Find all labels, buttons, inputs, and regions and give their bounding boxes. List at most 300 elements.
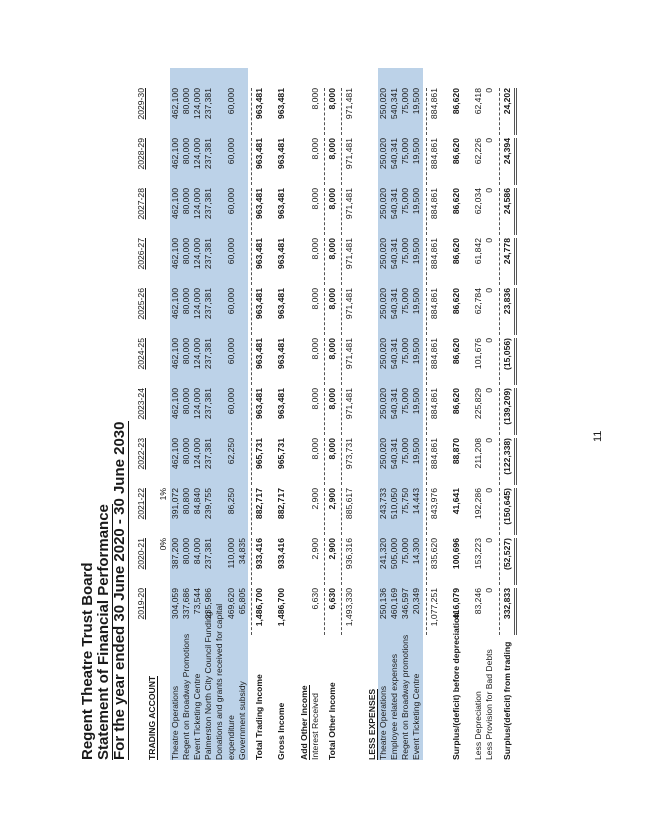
table-row [400, 68, 411, 760]
table-cell: 540,341 [388, 138, 399, 170]
table-cell: 80,000 [180, 88, 191, 115]
table-cell: 124,000 [191, 438, 202, 470]
table-cell: (122,338) [501, 438, 512, 475]
table-cell: 540,341 [388, 438, 399, 470]
table-cell: 75,000 [400, 238, 411, 265]
table-cell: 80,000 [180, 238, 191, 265]
table-cell: 346,597 [400, 588, 411, 620]
table-cell: 884,861 [428, 438, 439, 470]
table-cell: 8,000 [309, 288, 320, 310]
table-cell: 8,000 [327, 138, 337, 160]
table-cell: 80,000 [180, 538, 191, 565]
table-cell: 19,500 [411, 388, 422, 415]
rule-line [514, 538, 517, 585]
column-header: 2022-23 [136, 438, 146, 470]
table-cell: 239,755 [203, 488, 214, 520]
rule-line [324, 338, 325, 385]
table-cell: 24,778 [501, 238, 512, 265]
table-cell: 882,717 [253, 488, 264, 520]
rule-line [251, 538, 252, 585]
table-cell: 0 [484, 488, 495, 493]
table-cell: 963,481 [253, 238, 264, 270]
rule-line [426, 138, 427, 185]
rule-line [514, 188, 517, 235]
row-label [310, 693, 321, 760]
rule-line [251, 288, 252, 335]
table-cell: 510,050 [388, 488, 399, 520]
row-label-text: Add Other Income [298, 685, 309, 760]
table-row [502, 68, 513, 760]
rule-line [324, 288, 325, 335]
table-cell: 387,200 [169, 538, 180, 570]
rule-line [499, 88, 500, 135]
table-cell: 86,620 [450, 338, 461, 365]
rule-line [324, 538, 325, 585]
table-cell: 8,000 [327, 188, 337, 210]
table-cell: 884,861 [428, 388, 439, 420]
table-cell: 34,835 [236, 538, 247, 565]
rule-line [514, 138, 517, 185]
row-label [473, 691, 484, 760]
table-cell: 237,381 [203, 238, 214, 270]
table-cell: 8,000 [309, 88, 320, 110]
table-cell: 8,000 [309, 338, 320, 360]
table-cell: 8,000 [309, 138, 320, 160]
row-label-text: Surplus/(deficit) before depreciation [450, 612, 461, 760]
row-label [276, 703, 287, 760]
rule-line [426, 488, 427, 535]
table-cell: 75,000 [400, 88, 411, 115]
table-cell: 20,349 [411, 588, 422, 615]
table-cell: 24,586 [501, 188, 512, 215]
rule-line [251, 338, 252, 385]
table-cell: 19,500 [411, 238, 422, 265]
rule-line [426, 338, 427, 385]
row-label-text: expenditure [225, 715, 236, 760]
row-label-text: Theatre Operations [169, 685, 180, 760]
table-cell: 84,000 [191, 538, 202, 565]
rule-line [341, 588, 342, 635]
table-cell: (150,645) [501, 488, 512, 525]
rule-line [514, 588, 517, 635]
rule-line [514, 438, 517, 485]
table-cell: 250,020 [377, 438, 388, 470]
table-cell: 250,020 [377, 238, 388, 270]
table-cell: 65,805 [236, 588, 247, 615]
rule-line [341, 538, 342, 585]
rule-line [341, 88, 342, 135]
table-cell: 884,861 [428, 288, 439, 320]
table-cell: 75,750 [400, 488, 411, 515]
table-cell: 963,481 [276, 88, 287, 120]
rule-line [514, 238, 517, 285]
table-cell: 80,000 [180, 388, 191, 415]
rule-line [324, 388, 325, 435]
table-cell: 971,481 [344, 338, 355, 370]
table-cell: 971,481 [344, 88, 355, 120]
table-cell: 462,100 [169, 188, 180, 220]
table-cell: (52,527) [501, 538, 512, 571]
rule-line [251, 188, 252, 235]
table-cell: 110,000 [225, 538, 236, 569]
rule-line [514, 488, 517, 535]
table-cell: 80,000 [180, 188, 191, 215]
rule-line [251, 238, 252, 285]
rule-line [341, 138, 342, 185]
table-cell: 100,696 [450, 538, 461, 570]
table-cell: 250,020 [377, 188, 388, 220]
row-label-text: Palmerston North City Council Funding [203, 611, 214, 760]
table-cell: 8,000 [309, 188, 320, 210]
table-cell: 884,861 [428, 188, 439, 220]
table-cell: 19,500 [411, 438, 422, 465]
table-cell: 80,000 [180, 438, 191, 465]
table-cell: 337,686 [180, 588, 191, 620]
table-cell: 124,000 [191, 138, 202, 170]
rule-line [514, 88, 517, 135]
table-cell: 971,481 [344, 138, 355, 170]
column-header-row [136, 68, 147, 760]
table-cell: 86,620 [450, 388, 461, 415]
table-cell: 41,641 [450, 488, 461, 515]
column-header: 2019-20 [136, 588, 146, 620]
table-cell: 62,034 [473, 188, 484, 215]
table-cell: 460,169 [388, 588, 399, 620]
table-cell: 250,020 [377, 288, 388, 320]
row-label-text: Gross Income [276, 702, 287, 760]
table-row [411, 68, 422, 760]
table-cell: 75,000 [400, 338, 411, 365]
table-cell: 462,100 [169, 338, 180, 370]
table-cell: 0% [158, 538, 169, 551]
table-cell: 86,620 [450, 88, 461, 115]
table-cell: 971,481 [344, 388, 355, 420]
table-cell: 963,481 [253, 138, 264, 170]
rule-line [341, 238, 342, 285]
table-cell: 332,833 [501, 588, 512, 620]
rule-line [324, 138, 325, 185]
table-cell: 192,286 [473, 488, 484, 520]
statement-title: Statement of Financial Performance [95, 504, 112, 760]
financial-statement-page [79, 60, 604, 760]
table-cell: 19,500 [411, 138, 422, 165]
table-cell: 540,341 [388, 338, 399, 370]
table-cell: 933,416 [253, 538, 264, 570]
table-cell: 936,316 [344, 538, 355, 570]
rule-line [514, 288, 517, 335]
table-cell: 225,829 [473, 388, 484, 420]
table-cell: 0 [484, 438, 495, 443]
row-label-text: Less Provision for Bad Debts [484, 649, 495, 760]
column-header: 2024-25 [136, 338, 146, 370]
table-cell: 0 [484, 388, 495, 393]
table-row [203, 68, 214, 760]
table-cell: 235,986 [203, 588, 214, 620]
row-label [400, 635, 411, 760]
rule-line [514, 388, 517, 435]
table-cell: 60,000 [225, 138, 236, 165]
rule-line [499, 288, 500, 335]
row-label-text: TRADING ACCOUNT [147, 675, 158, 760]
rule-line [499, 388, 500, 435]
row-label [170, 686, 181, 760]
table-cell: 391,072 [169, 488, 180, 520]
table-cell: 237,381 [203, 88, 214, 120]
row-label [327, 682, 338, 760]
column-header: 2028-29 [136, 138, 146, 170]
table-cell: 971,481 [344, 188, 355, 220]
rule-line [499, 138, 500, 185]
table-cell: 84,840 [191, 488, 202, 515]
table-cell: 8,000 [309, 388, 320, 410]
rule-line [341, 188, 342, 235]
table-cell: 80,000 [180, 138, 191, 165]
rule-row [513, 68, 519, 760]
table-cell: 884,861 [428, 238, 439, 270]
spacer-row [287, 68, 298, 760]
table-row [310, 68, 321, 760]
table-cell: 60,000 [225, 338, 236, 365]
rule-line [426, 388, 427, 435]
table-cell: 963,481 [276, 138, 287, 170]
table-cell: 24,202 [501, 88, 512, 115]
table-cell: 237,381 [203, 288, 214, 320]
table-row [484, 68, 495, 760]
table-row [181, 68, 192, 760]
table-row [344, 68, 355, 760]
table-cell: 462,100 [169, 238, 180, 270]
table-cell: 963,481 [253, 188, 264, 220]
table-cell: 250,136 [377, 588, 388, 620]
table-cell: 237,381 [203, 188, 214, 220]
table-cell: 250,020 [377, 388, 388, 420]
table-cell: 965,731 [276, 438, 287, 470]
table-cell: 75,000 [400, 188, 411, 215]
rule-line [499, 538, 500, 585]
rule-line [324, 488, 325, 535]
table-cell: 8,000 [327, 438, 337, 460]
table-cell: 462,100 [169, 88, 180, 120]
table-cell: 124,000 [191, 188, 202, 220]
table-cell: 2,900 [327, 538, 337, 560]
table-cell: 6,630 [309, 588, 320, 610]
table-row [389, 68, 400, 760]
row-label [411, 674, 422, 760]
rule-line [499, 238, 500, 285]
rule-line [251, 88, 252, 135]
rule-line [341, 438, 342, 485]
table-cell: 60,000 [225, 238, 236, 265]
table-cell: 19,500 [411, 88, 422, 115]
rule-line [324, 188, 325, 235]
table-cell: 86,620 [450, 238, 461, 265]
table-cell: 965,731 [253, 438, 264, 470]
table-cell: (139,209) [501, 388, 512, 425]
table-cell: 80,800 [180, 488, 191, 515]
table-cell: 505,000 [388, 538, 399, 570]
table-cell: 243,733 [377, 488, 388, 520]
table-row [170, 68, 181, 760]
row-label-text: LESS EXPENSES [366, 688, 377, 760]
table-row [226, 68, 237, 760]
rule-line [499, 588, 500, 635]
table-cell: 24,394 [501, 138, 512, 165]
table-cell: 250,020 [377, 338, 388, 370]
spacer-row [265, 68, 276, 760]
column-header: 2026-27 [136, 238, 146, 270]
table-cell: 540,341 [388, 188, 399, 220]
table-cell: 963,481 [276, 238, 287, 270]
table-row [473, 68, 484, 760]
table-cell: 884,861 [428, 88, 439, 120]
table-cell: 62,226 [473, 138, 484, 165]
table-cell: 14,443 [411, 488, 422, 515]
rule-line [426, 188, 427, 235]
rule-line [514, 338, 517, 385]
table-cell: 469,620 [225, 588, 236, 620]
table-cell: 963,481 [253, 388, 264, 420]
table-row [158, 68, 169, 760]
table-cell: 101,676 [473, 338, 484, 370]
table-cell: 0 [484, 188, 495, 193]
table-cell: 0 [484, 588, 495, 593]
table-cell: 8,000 [309, 438, 320, 460]
table-cell: 1,077,251 [428, 588, 439, 627]
row-label [378, 686, 389, 760]
table-cell: 241,320 [377, 538, 388, 570]
table-cell: 86,620 [450, 188, 461, 215]
table-row [214, 68, 225, 760]
rule-line [341, 338, 342, 385]
row-label-text: Event Ticketing Centre [411, 673, 422, 760]
table-cell: 963,481 [253, 88, 264, 120]
table-cell: 75,000 [400, 288, 411, 315]
table-row [299, 68, 310, 760]
table-cell: 62,784 [473, 288, 484, 315]
table-cell: 835,620 [428, 538, 439, 570]
table-cell: 462,100 [169, 138, 180, 170]
row-label-text: Regent on Broadway Promotions [180, 633, 191, 760]
row-label-text: Donations and grants received for capital [214, 603, 225, 760]
column-header: 2025-26 [136, 288, 146, 320]
spacer-row [440, 68, 451, 760]
table-cell: 237,381 [203, 438, 214, 470]
table-cell: 462,100 [169, 388, 180, 420]
table-cell: 60,000 [225, 88, 236, 115]
table-cell: 237,381 [203, 138, 214, 170]
table-cell: 0 [484, 338, 495, 343]
table-row [451, 68, 462, 760]
row-label [226, 715, 237, 760]
table-cell: 304,059 [169, 588, 180, 620]
table-cell: 0 [484, 88, 495, 93]
table-row [378, 68, 389, 760]
table-cell: 14,300 [411, 538, 422, 565]
table-cell: 6,630 [327, 588, 337, 610]
table-cell: 963,481 [276, 338, 287, 370]
table-cell: 19,500 [411, 188, 422, 215]
table-cell: 973,731 [344, 438, 355, 470]
table-row [254, 68, 265, 760]
period-title: For the year ended 30 June 2020 - 30 June 2030 [111, 421, 128, 760]
spacer-row [462, 68, 473, 760]
rule-line [426, 438, 427, 485]
rule-line [251, 488, 252, 535]
table-cell: 1% [158, 488, 169, 501]
row-label-text: Theatre Operations [377, 685, 388, 760]
row-label [214, 604, 225, 760]
table-row [327, 68, 338, 760]
table-cell: 540,341 [388, 88, 399, 120]
rule-line [426, 588, 427, 635]
rule-line [324, 438, 325, 485]
table-cell: 884,861 [428, 338, 439, 370]
org-title: Regent Theatre Trust Board [79, 562, 96, 760]
table-cell: 86,620 [450, 288, 461, 315]
table-cell: 75,000 [400, 388, 411, 415]
table-cell: 75,000 [400, 138, 411, 165]
table-cell: 124,000 [191, 288, 202, 320]
table-cell: 843,976 [428, 488, 439, 520]
table-cell: 86,250 [225, 488, 236, 515]
rule-line [251, 438, 252, 485]
table-cell: 963,481 [276, 188, 287, 220]
row-label [147, 676, 158, 760]
rule-line [426, 238, 427, 285]
table-cell: 88,870 [450, 438, 461, 465]
table-cell: 462,100 [169, 288, 180, 320]
table-cell: 963,481 [253, 338, 264, 370]
rule-line [341, 388, 342, 435]
row-label [192, 674, 203, 760]
rule-line [499, 188, 500, 235]
table-cell: 882,717 [276, 488, 287, 520]
page-number: 11 [592, 430, 604, 442]
table-cell: 83,246 [473, 588, 484, 615]
row-label [254, 674, 265, 760]
row-label-text: Interest Received [309, 693, 320, 760]
rule-line [499, 488, 500, 535]
column-header: 2023-24 [136, 388, 146, 420]
table-cell: 1,493,330 [344, 588, 355, 627]
column-header: 2020-21 [136, 538, 146, 570]
table-cell: 2,900 [309, 488, 320, 510]
table-cell: 250,020 [377, 88, 388, 120]
financial-table [136, 68, 519, 760]
table-cell: 153,223 [473, 538, 484, 570]
rule-line [426, 288, 427, 335]
table-cell: 0 [484, 538, 495, 543]
rule-line [341, 488, 342, 535]
rule-line [251, 588, 252, 635]
row-label-text: Less Depreciation [473, 691, 484, 760]
table-cell: 80,000 [180, 288, 191, 315]
rule-line [341, 288, 342, 335]
table-cell: 540,341 [388, 238, 399, 270]
row-label [389, 654, 400, 760]
row-label-text: Regent on Broadway promotions [400, 634, 411, 760]
table-cell: 19,500 [411, 288, 422, 315]
row-label [502, 642, 513, 760]
table-cell: 62,250 [225, 438, 236, 465]
row-label-text: Surplus/(deficit) from trading [501, 641, 512, 760]
table-cell: 540,341 [388, 288, 399, 320]
table-cell: 1,486,700 [276, 588, 287, 627]
table-cell: 60,000 [225, 388, 236, 415]
table-cell: 61,842 [473, 238, 484, 265]
rule-line [499, 338, 500, 385]
table-row [192, 68, 203, 760]
